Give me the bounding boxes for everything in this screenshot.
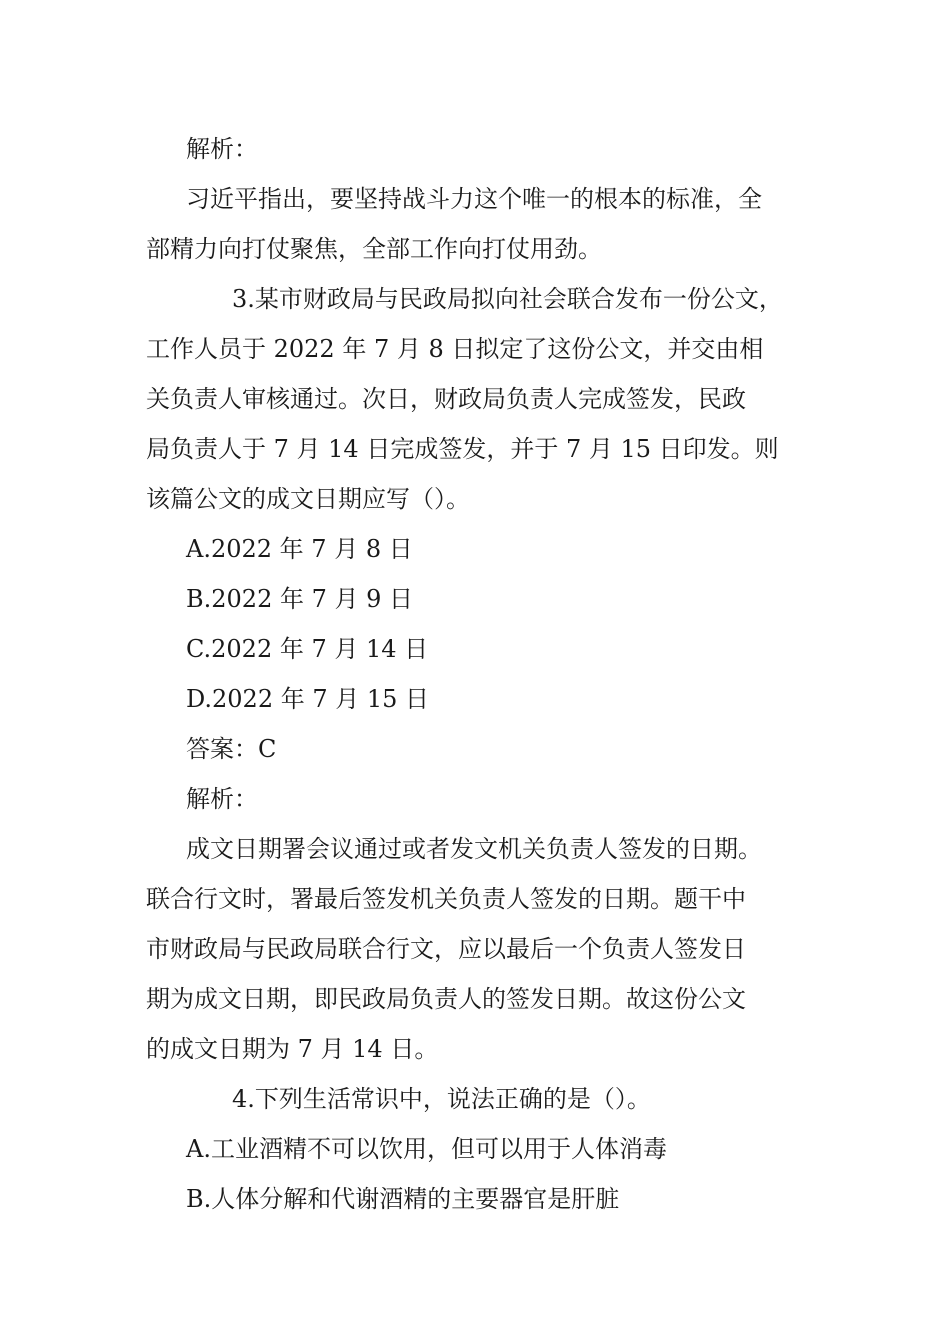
question-3-line: 该篇公文的成文日期应写（）。 — [146, 485, 470, 513]
option-c: C.2022 年 7 月 14 日 — [186, 635, 429, 663]
analysis-paragraph-line: 习近平指出，要坚持战斗力这个唯一的根本的标准，全 — [186, 185, 762, 213]
analysis-paragraph-line: 的成文日期为 7 月 14 日。 — [146, 1035, 439, 1063]
analysis-paragraph-line: 联合行文时，署最后签发机关负责人签发的日期。题干中 — [146, 885, 746, 913]
analysis-paragraph-line: 成文日期署会议通过或者发文机关负责人签发的日期。 — [186, 835, 762, 863]
option-b: B.人体分解和代谢酒精的主要器官是肝脏 — [186, 1185, 620, 1213]
analysis-heading: 解析： — [186, 785, 258, 813]
question-3-line: 3.某市财政局与民政局拟向社会联合发布一份公文， — [232, 285, 783, 313]
question-3-line: 关负责人审核通过。次日，财政局负责人完成签发，民政 — [146, 385, 746, 413]
answer-line: 答案：C — [186, 735, 277, 763]
option-a: A.工业酒精不可以饮用，但可以用于人体消毒 — [186, 1135, 667, 1163]
question-4-line: 4.下列生活常识中，说法正确的是（）。 — [232, 1085, 651, 1113]
option-a: A.2022 年 7 月 8 日 — [186, 535, 413, 563]
analysis-heading: 解析： — [186, 135, 258, 163]
option-b: B.2022 年 7 月 9 日 — [186, 585, 414, 613]
question-3-line: 工作人员于 2022 年 7 月 8 日拟定了这份公文，并交由相 — [146, 335, 764, 363]
option-d: D.2022 年 7 月 15 日 — [186, 685, 430, 713]
question-3-line: 局负责人于 7 月 14 日完成签发，并于 7 月 15 日印发。则 — [146, 435, 779, 463]
analysis-paragraph-line: 部精力向打仗聚焦，全部工作向打仗用劲。 — [146, 235, 602, 263]
analysis-paragraph-line: 市财政局与民政局联合行文，应以最后一个负责人签发日 — [146, 935, 746, 963]
analysis-paragraph-line: 期为成文日期，即民政局负责人的签发日期。故这份公文 — [146, 985, 746, 1013]
